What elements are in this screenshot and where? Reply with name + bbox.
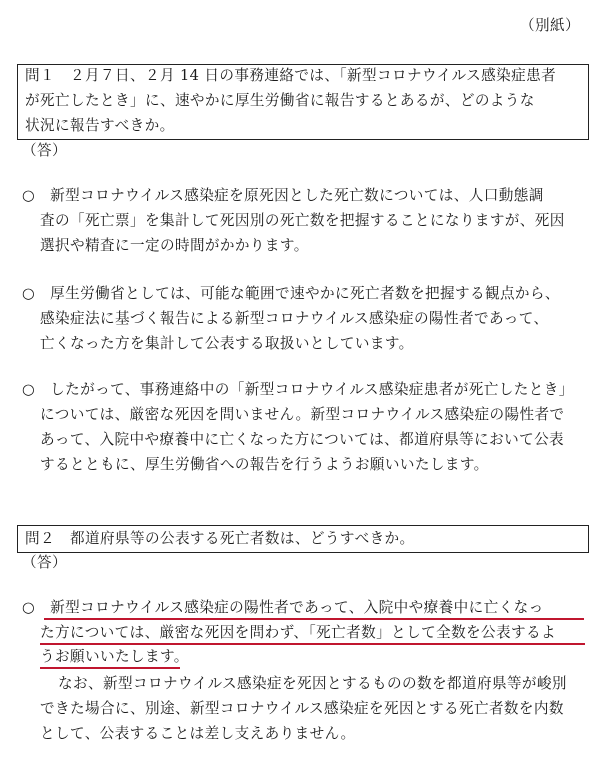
answer-1-para-3-line-2: については、厳密な死因を問いません。新型コロナウイルス感染症の陽性者で xyxy=(40,406,565,423)
highlight-underline-1 xyxy=(44,618,584,620)
answer-2-para-1-line-3: うお願いいたします。 xyxy=(40,648,189,665)
question-1-line-3: 状況に報告すべきか。 xyxy=(25,117,175,134)
answer-2-para-1-line-1: ○ 新型コロナウイルス感染症の陽性者であって、入院中や療養中に亡くなっ xyxy=(22,599,544,616)
answer-1-para-2-line-2: 感染症法に基づく報告による新型コロナウイルス感染症の陽性者であって、 xyxy=(40,310,549,327)
answer-2-para-2-line-3: として、公表することは差し支えありません。 xyxy=(40,725,356,742)
answer-1-para-1-line-3: 選択や精査に一定の時間がかかります。 xyxy=(40,237,309,254)
answer-2-para-2-line-1: なお、新型コロナウイルス感染症を死因とするものの数を都道府県等が峻別 xyxy=(58,675,567,692)
answer-1-para-1-line-2: 査の「死亡票」を集計して死因別の死亡数を把握することになりますが、死因 xyxy=(40,212,565,229)
answer-1-para-2-line-3: 亡くなった方を集計して公表する取扱いとしています。 xyxy=(40,335,414,352)
highlight-underline-3 xyxy=(40,667,180,669)
question-2-line: 問２ 都道府県等の公表する死亡者数は、どうすべきか。 xyxy=(25,530,415,547)
answer-1-para-3-line-1: ○ したがって、事務連絡中の「新型コロナウイルス感染症患者が死亡したとき」 xyxy=(22,381,574,398)
highlight-underline-2 xyxy=(40,643,585,645)
answer-2-para-1-line-2: た方については、厳密な死因を問わず、「死亡者数」として全数を公表するよ xyxy=(40,624,557,641)
question-1-line-2: が死亡したとき」に、速やかに厚生労働省に報告するとあるが、どのような xyxy=(25,92,535,109)
answer-1-para-1-line-1: ○ 新型コロナウイルス感染症を原死因とした死亡数については、人口動態調 xyxy=(22,187,544,204)
answer-1-label: （答） xyxy=(22,142,67,159)
answer-2-label: （答） xyxy=(22,554,67,571)
question-1-line-1: 問１ ２月７日、２月 14 日の事務連絡では、「新型コロナウイルス感染症患者 xyxy=(25,67,557,84)
answer-1-para-2-line-1: ○ 厚生労働省としては、可能な範囲で速やかに死亡者数を把握する観点から、 xyxy=(22,285,560,302)
answer-1-para-3-line-4: するとともに、厚生労働省への報告を行うようお願いいたします。 xyxy=(40,456,489,473)
answer-2-para-2-line-2: できた場合に、別途、新型コロナウイルス感染症を死因とする死亡者数を内数 xyxy=(40,700,564,717)
answer-1-para-3-line-3: あって、入院中や療養中に亡くなった方については、都道府県等において公表 xyxy=(40,431,565,448)
attachment-label: （別紙） xyxy=(520,17,580,34)
